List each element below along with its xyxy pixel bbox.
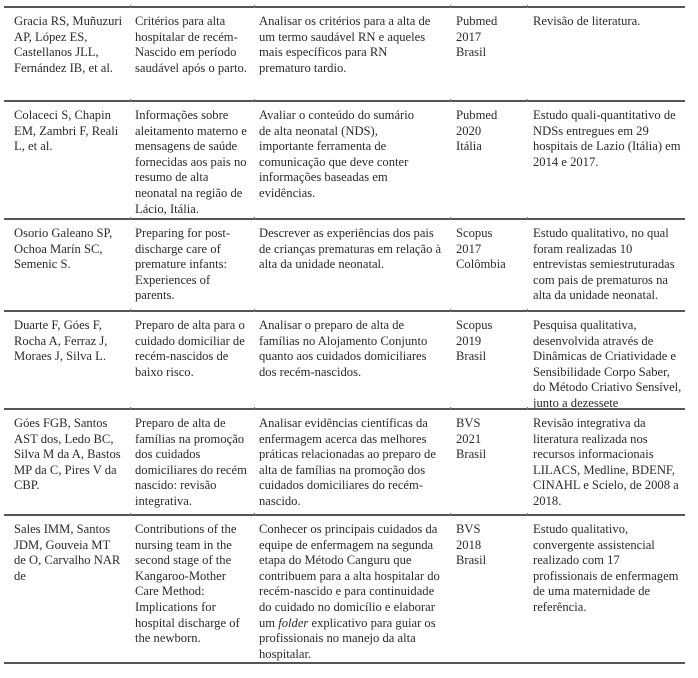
column-divider-tick xyxy=(450,5,451,8)
authors-cell xyxy=(14,416,126,494)
cell-line: Colômbia xyxy=(456,257,506,272)
cell-line: Implications for xyxy=(135,599,216,614)
cell-line: hospitais de Lazio (Itália) em xyxy=(533,139,681,154)
cell-line: Preparing for post- xyxy=(135,226,231,240)
cell-line: Experiences of xyxy=(135,272,211,287)
cell-line: evidências. xyxy=(259,185,316,200)
cell-line: Brasil xyxy=(456,45,487,60)
cell-line: 2014 e 2017. xyxy=(533,154,599,169)
column-divider-tick xyxy=(130,309,131,312)
cell-line: neonatal na região de xyxy=(135,185,243,200)
source-cell xyxy=(456,416,526,463)
cell-line: saudável após o parto. xyxy=(135,60,247,75)
cell-line: nascido: revisão xyxy=(135,478,217,493)
cell-line: AP, López ES, xyxy=(14,29,88,44)
column-divider-tick xyxy=(254,5,255,8)
objective-cell xyxy=(259,14,439,76)
cell-line: dos cuidados xyxy=(135,447,201,462)
source-cell xyxy=(456,522,526,569)
column-divider-tick xyxy=(527,309,528,312)
cell-line: Kangaroo-Mother xyxy=(135,568,226,583)
authors-cell xyxy=(14,226,126,273)
cell-line: Colaceci S, Chapin xyxy=(14,108,111,122)
cell-line: Estudo qualitativo, no qual xyxy=(533,226,669,240)
objective-cell xyxy=(259,318,439,380)
column-divider-tick xyxy=(254,513,255,516)
cell-line: contribuem para a alta hospitalar do xyxy=(259,568,440,583)
cell-line: Osorio Galeano SP, xyxy=(14,226,113,240)
cell-line: 2021 xyxy=(456,431,482,446)
cell-line: Analisar evidências científicas da xyxy=(259,416,428,430)
cell-line: Informações sobre xyxy=(135,108,229,122)
cell-line: de O, Carvalho NAR xyxy=(14,553,121,568)
column-divider-tick xyxy=(450,407,451,410)
cell-line: parents. xyxy=(135,288,175,303)
title-cell xyxy=(135,226,253,304)
cell-line: Castellanos JLL, xyxy=(14,45,99,60)
cell-line: Scopus xyxy=(456,226,493,240)
source-cell xyxy=(456,14,526,61)
table-row xyxy=(4,514,685,664)
objective-cell xyxy=(259,108,439,202)
cell-line: foram realizadas 10 xyxy=(533,241,633,256)
column-divider-tick xyxy=(130,513,131,516)
cell-line: JDM, Gouveia MT xyxy=(14,537,111,552)
column-divider-tick xyxy=(527,513,528,516)
cell-line: um termo saudável RN e aqueles xyxy=(259,29,426,44)
cell-line: nursing team in the xyxy=(135,537,232,552)
cell-line: Analisar o preparo de alta de xyxy=(259,318,405,332)
cell-line: alta da unidade neonatal. xyxy=(259,257,385,272)
column-divider-tick xyxy=(450,309,451,312)
title-cell xyxy=(135,318,253,380)
authors-cell xyxy=(14,14,126,76)
cell-line: famílias na promoção xyxy=(135,431,245,446)
cell-line: Avaliar o conteúdo do sumário xyxy=(259,108,415,122)
cell-line: Dinâmicas de Criatividade e xyxy=(533,349,677,364)
cell-line: hospital discharge of xyxy=(135,615,240,630)
cell-line: second stage of the xyxy=(135,553,232,568)
cell-line: alta de famílias na promoção dos xyxy=(259,462,426,477)
cell-line: hospitalar de recém- xyxy=(135,29,238,44)
cell-line: Rocha A, Ferraz J, xyxy=(14,333,108,348)
column-divider-tick xyxy=(450,99,451,102)
column-divider-tick xyxy=(527,99,528,102)
cell-line: Duarte F, Góes F, xyxy=(14,318,102,332)
cell-line: NDSs entregues em 29 xyxy=(533,123,649,138)
method-cell xyxy=(533,14,681,30)
references-table xyxy=(4,6,685,664)
cell-line: 2020 xyxy=(456,123,482,138)
cell-line: recursos informacionais xyxy=(533,447,654,462)
cell-line: Critérios para alta xyxy=(135,14,226,28)
cell-line: domiciliares do recém xyxy=(135,462,247,477)
cell-line: prematuro tardio. xyxy=(259,60,347,75)
cell-line: fornecidas aos pais no xyxy=(135,154,247,169)
cell-line: Pesquisa qualitativa, xyxy=(533,318,637,332)
cell-line: de alta neonatal (NDS), xyxy=(259,123,378,138)
cell-line: Fernández IB, et al. xyxy=(14,60,113,75)
table-row xyxy=(4,310,685,408)
cell-line: Itália xyxy=(456,139,482,154)
cell-line: de uma maternidade de xyxy=(533,584,651,599)
column-divider-tick xyxy=(130,407,131,410)
authors-cell xyxy=(14,522,126,584)
method-cell xyxy=(533,318,681,412)
cell-line: Sales IMM, Santos xyxy=(14,522,111,536)
cell-line: práticas relacionadas ao preparo de xyxy=(259,447,436,462)
cell-line: hospitalar. xyxy=(259,646,312,661)
cell-line: Estudo quali-quantitativo de xyxy=(533,108,676,122)
cell-line: Contributions of the xyxy=(135,522,237,536)
cell-line: Góes FGB, Santos xyxy=(14,416,108,430)
column-divider-tick xyxy=(130,217,131,220)
cell-line: Pubmed xyxy=(456,108,498,122)
cell-line: resumo de alta xyxy=(135,170,209,185)
cell-line: integrativa. xyxy=(135,493,192,508)
cell-line: etapa do Método Canguru que xyxy=(259,553,412,568)
cell-line: cuidados domiciliares do recém- xyxy=(259,478,424,493)
cell-line: do cuidado no domicílio e elaborar xyxy=(259,599,435,614)
cell-line: literatura realizada nos xyxy=(533,431,648,446)
method-cell xyxy=(533,108,681,170)
column-divider-tick xyxy=(254,309,255,312)
cell-line: mensagens de saúde xyxy=(135,139,238,154)
cell-line: referência. xyxy=(533,599,587,614)
source-cell xyxy=(456,108,526,155)
objective-cell xyxy=(259,416,439,510)
cell-line: CBP. xyxy=(14,478,40,493)
cell-line: comunicação que deve conter xyxy=(259,154,409,169)
cell-line: profissionais no manejo da alta xyxy=(259,631,416,646)
cell-line: Sensibilidade Corpo Saber, xyxy=(533,364,670,379)
cell-line: Descrever as experiências dos pais xyxy=(259,226,434,240)
cell-line: cuidado domiciliar de xyxy=(135,333,245,348)
cell-line: junto a dezessete xyxy=(533,395,619,410)
cell-line: CINAHL e Scielo, de 2008 a xyxy=(533,478,679,493)
objective-cell xyxy=(259,226,442,273)
cell-line: Preparo de alta de xyxy=(135,416,226,430)
method-cell xyxy=(533,226,681,304)
cell-line: recém-nascidos de xyxy=(135,349,229,364)
cell-line: importante ferramenta de xyxy=(259,139,387,154)
cell-line: equipe de enfermagem na segunda xyxy=(259,537,434,552)
source-cell xyxy=(456,318,526,365)
cell-line: de crianças prematuras em relação à xyxy=(259,241,442,256)
cell-line: BVS xyxy=(456,416,481,430)
cell-line: enfermagem acerca das melhores xyxy=(259,431,427,446)
column-divider-tick xyxy=(527,5,528,8)
cell-line: dos recém-nascidos. xyxy=(259,364,362,379)
cell-line: Semenic S. xyxy=(14,257,71,272)
cell-line: aleitamento materno e xyxy=(135,123,247,138)
cell-line: com pais de prematuros na xyxy=(533,272,668,287)
column-divider-tick xyxy=(450,513,451,516)
cell-line: MP da C, Pires V da xyxy=(14,462,117,477)
cell-line: recém-nascido e para continuidade xyxy=(259,584,435,599)
cell-line: Brasil xyxy=(456,553,487,568)
cell-line: Scopus xyxy=(456,318,493,332)
cell-line: EM, Zambri F, Reali xyxy=(14,123,119,138)
title-cell xyxy=(135,108,253,217)
authors-cell xyxy=(14,318,126,365)
cell-line: Pubmed xyxy=(456,14,498,28)
column-divider-tick xyxy=(450,217,451,220)
cell-line: informações baseadas em xyxy=(259,170,388,185)
cell-line: discharge care of xyxy=(135,241,221,256)
cell-line: Ochoa Marín SC, xyxy=(14,241,103,256)
cell-line: Gracia RS, Muñuzuri xyxy=(14,14,123,28)
column-divider-tick xyxy=(254,99,255,102)
cell-line: Nascido em período xyxy=(135,45,237,60)
cell-line: Conhecer os principais cuidados da xyxy=(259,522,438,536)
objective-cell xyxy=(259,522,439,662)
cell-line: 2017 xyxy=(456,241,482,256)
cell-line: profissionais de enfermagem xyxy=(533,568,679,583)
column-divider-tick xyxy=(527,217,528,220)
cell-line: premature infants: xyxy=(135,257,227,272)
cell-line: Lácio, Itália. xyxy=(135,201,199,216)
cell-line: famílias no Alojamento Conjunto xyxy=(259,333,428,348)
title-cell xyxy=(135,522,253,647)
column-divider-tick xyxy=(130,5,131,8)
cell-line: nascido. xyxy=(259,493,301,508)
cell-line: alta da unidade neonatal. xyxy=(533,288,659,303)
cell-line: baixo risco. xyxy=(135,364,194,379)
cell-line: Analisar os critérios para a alta de xyxy=(259,14,431,28)
cell-line: 2018. xyxy=(533,493,562,508)
cell-line: do Método Criativo Sensível, xyxy=(533,380,682,395)
cell-line: L, et al. xyxy=(14,139,53,154)
column-divider-tick xyxy=(254,217,255,220)
cell-line: mais específicos para RN xyxy=(259,45,388,60)
cell-line: um folder explicativo para guiar os xyxy=(259,615,436,630)
cell-line: Moraes J, Silva L. xyxy=(14,349,106,364)
cell-line: BVS xyxy=(456,522,481,536)
table-row xyxy=(4,218,685,310)
table-row xyxy=(4,6,685,100)
cell-line: 2017 xyxy=(456,29,482,44)
title-cell xyxy=(135,416,253,510)
authors-cell xyxy=(14,108,126,155)
cell-line: LILACS, Medline, BDENF, xyxy=(533,462,676,477)
table-row xyxy=(4,408,685,514)
cell-line: quanto aos cuidados domiciliares xyxy=(259,349,427,364)
cell-line: Silva M da A, Bastos xyxy=(14,447,121,462)
title-cell xyxy=(135,14,253,76)
table-row xyxy=(4,100,685,218)
method-cell xyxy=(533,416,681,510)
source-cell xyxy=(456,226,526,273)
cell-line: realizado com 17 xyxy=(533,553,620,568)
cell-line: 2019 xyxy=(456,333,482,348)
cell-line: Care Method: xyxy=(135,584,205,599)
cell-line: de xyxy=(14,568,26,583)
cell-line: the newborn. xyxy=(135,631,201,646)
cell-line: convergente assistencial xyxy=(533,537,655,552)
column-divider-tick xyxy=(130,99,131,102)
cell-line: Revisão de literatura. xyxy=(533,14,641,28)
cell-line: entrevistas semiestruturadas xyxy=(533,257,675,272)
cell-line: Brasil xyxy=(456,349,487,364)
cell-line: AST dos, Ledo BC, xyxy=(14,431,114,446)
method-cell xyxy=(533,522,681,616)
column-divider-tick xyxy=(254,407,255,410)
cell-line: Estudo qualitativo, xyxy=(533,522,629,536)
column-divider-tick xyxy=(527,407,528,410)
cell-line: 2018 xyxy=(456,537,482,552)
cell-line: desenvolvida através de xyxy=(533,333,654,348)
cell-line: Brasil xyxy=(456,447,487,462)
cell-line: Revisão integrativa da xyxy=(533,416,646,430)
cell-line: Preparo de alta para o xyxy=(135,318,245,332)
